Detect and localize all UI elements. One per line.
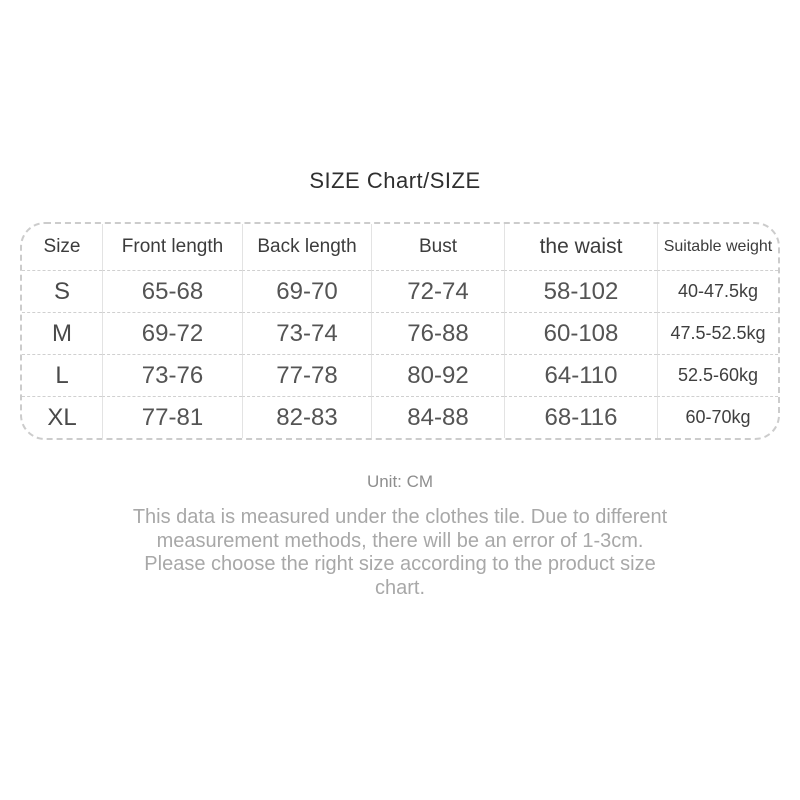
column-header-front-length: Front length	[102, 224, 242, 270]
table-cell: 72-74	[371, 270, 504, 312]
table-cell: 73-74	[242, 312, 371, 354]
column-header-the-waist: the waist	[504, 224, 657, 270]
disclaimer-text: This data is measured under the clothes tile. Due to different measurement methods, there will be an error of 1-3cm. Please choose the right size according to the product size chart.	[132, 506, 668, 599]
column-header-size: Size	[43, 236, 81, 257]
table-cell: 80-92	[371, 354, 504, 396]
table-cell: 69-72	[102, 312, 242, 354]
table-cell: 84-88	[371, 396, 504, 438]
unit-label: Unit: CM	[366, 472, 434, 491]
table-cell: 60-70kg	[657, 396, 778, 438]
table-cell: 64-110	[504, 354, 657, 396]
table-cell: 68-116	[504, 396, 657, 438]
table-cell: 76-88	[371, 312, 504, 354]
table-cell: 77-78	[242, 354, 371, 396]
table-cell: 58-102	[504, 270, 657, 312]
size-chart-table	[20, 222, 780, 440]
column-header-back-length: Back length	[242, 224, 371, 270]
table-cell: 82-83	[242, 396, 371, 438]
table-cell: 47.5-52.5kg	[657, 312, 778, 354]
size-label-cell: M	[22, 312, 102, 354]
table-cell: 40-47.5kg	[657, 270, 778, 312]
table-cell: 73-76	[102, 354, 242, 396]
table-cell: 52.5-60kg	[657, 354, 778, 396]
size-label-cell: L	[22, 354, 102, 396]
column-header-suitable-weight: Suitable weight	[657, 224, 778, 270]
page-title: SIZE Chart/SIZE	[309, 168, 481, 193]
column-header-bust: Bust	[371, 224, 504, 270]
table-cell: 69-70	[242, 270, 371, 312]
size-label-cell: S	[22, 270, 102, 312]
table-cell: 65-68	[102, 270, 242, 312]
size-label-cell: XL	[22, 396, 102, 438]
table-cell: 77-81	[102, 396, 242, 438]
table-cell: 60-108	[504, 312, 657, 354]
